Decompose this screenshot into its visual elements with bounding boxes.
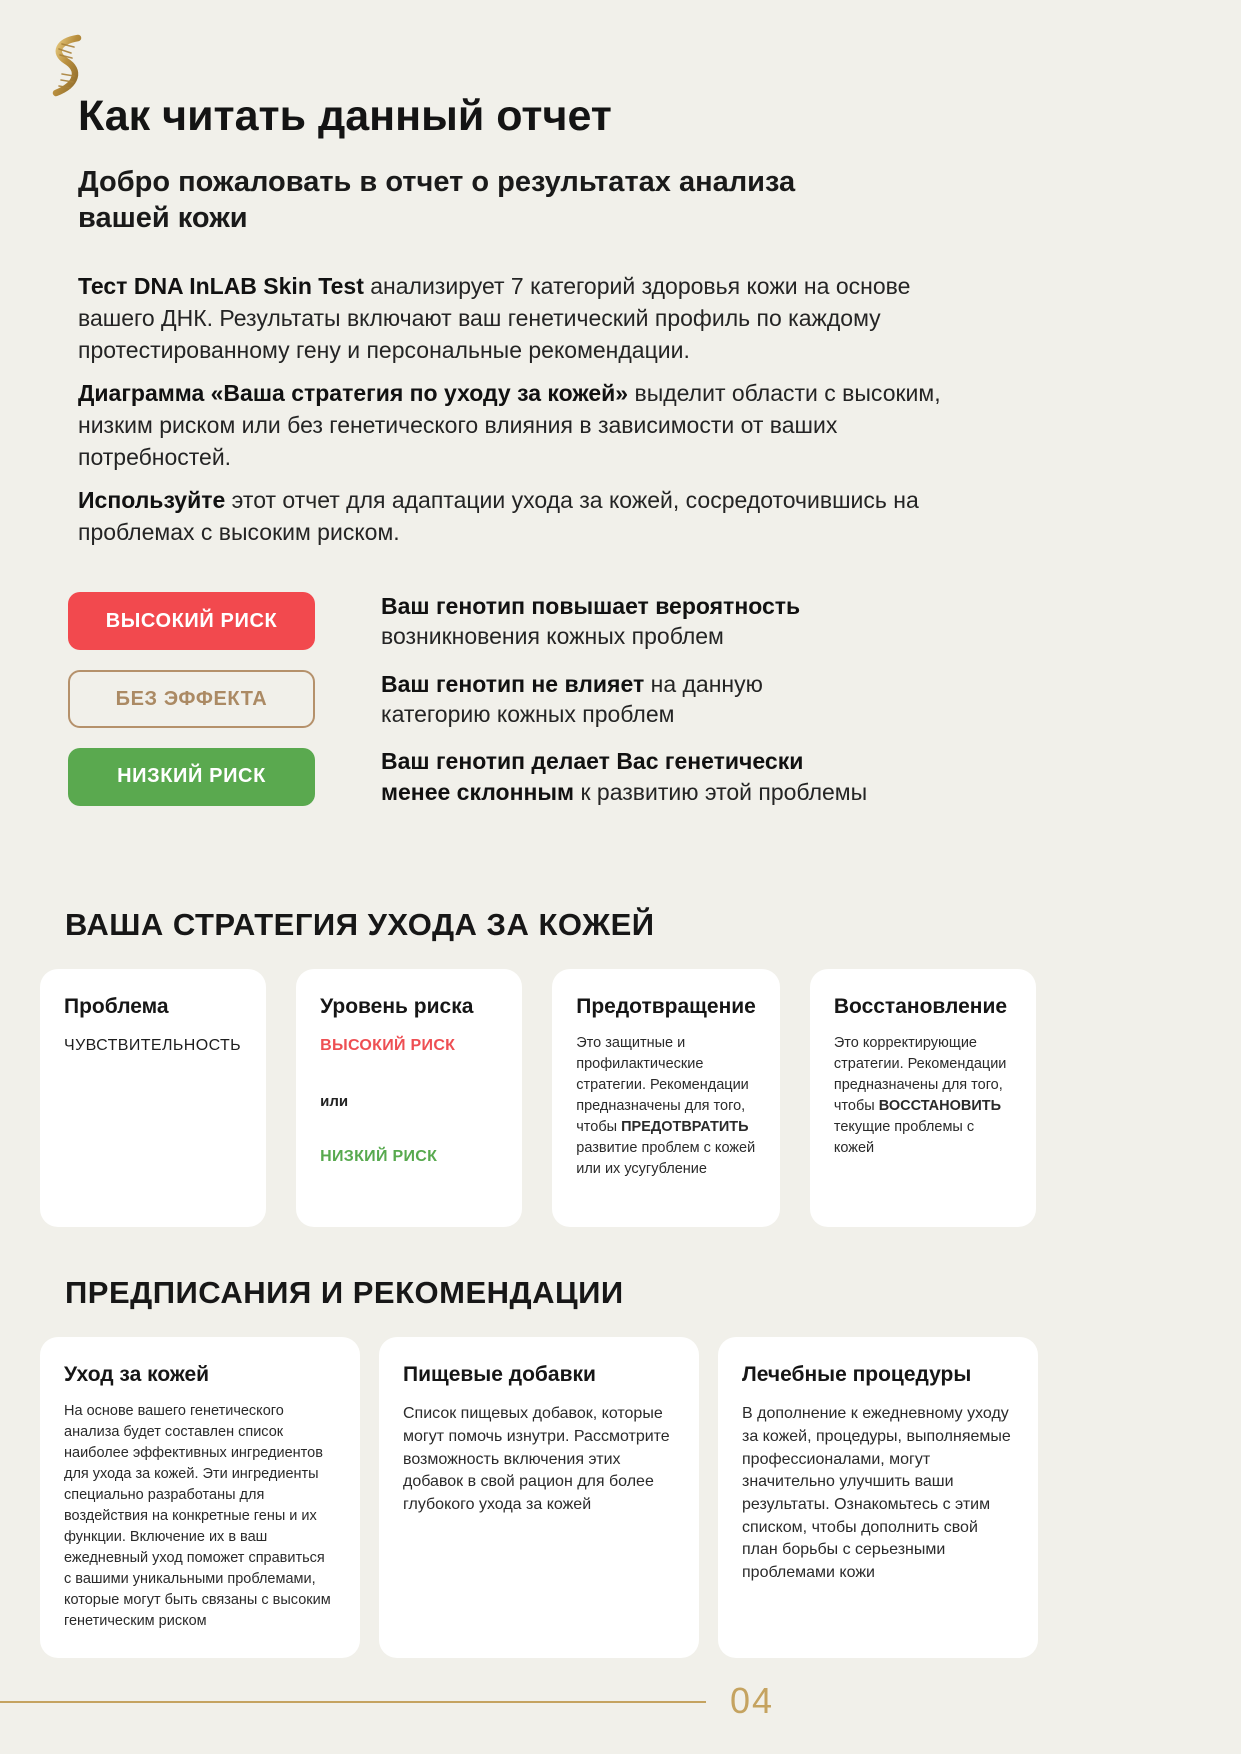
high-risk-description-bold: Ваш генотип повышает вероятность: [381, 592, 801, 619]
strategy-card-risk-level-title: Уровень риска: [320, 995, 474, 1019]
legend-row-no-effect: [68, 669, 1068, 730]
no-effect-description-bold: Ваш генотип не влияет: [381, 670, 645, 697]
prescription-card-supplements-title: Пищевые добавки: [403, 1363, 596, 1387]
intro-paragraph-test-bold: Тест DNA InLAB Skin Test: [78, 273, 364, 300]
prescriptions-cards: [40, 1337, 1038, 1658]
strategy-heading: ВАША СТРАТЕГИЯ УХОДА ЗА КОЖЕЙ: [65, 907, 655, 943]
page-number: 04: [730, 1680, 775, 1721]
strategy-card-problem-title: Проблема: [64, 995, 169, 1019]
footer-divider: [0, 1701, 706, 1703]
prevention-body-bold: ПРЕДОТВРАТИТЬ: [621, 1119, 749, 1136]
low-risk-description-bold: Ваш генотип делает Вас генетически менее склонным: [381, 748, 804, 805]
risk-level-or-label: или: [320, 1093, 349, 1111]
page-subtitle: Добро пожаловать в отчет о результатах анализа вашей кожи: [78, 166, 796, 235]
intro-paragraph-diagram-bold: Диаграмма «Ваша стратегия по уходу за кожей»: [78, 380, 629, 407]
legend-row-low-risk: [68, 746, 1068, 807]
prescription-card-skincare: [40, 1337, 360, 1658]
strategy-cards: [40, 969, 1036, 1227]
prescription-card-treatments-body: В дополнение к ежедневному уходу за кожей, процедуры, выполняемые профессионалами, могут значительно улучшить ваши результаты. Ознакомьтесь с этим списком, чтобы дополнить свой план борьбы с серьезными проблемами кожи: [742, 1405, 1011, 1582]
high-risk-description-rest: возникновения кожных проблем: [381, 623, 724, 650]
strategy-card-prevention: [552, 969, 780, 1227]
low-risk-description-rest: к развитию этой проблемы: [574, 778, 868, 805]
strategy-card-problem-value: ЧУВСТВИТЕЛЬНОСТЬ: [64, 1037, 242, 1055]
prescription-card-skincare-title: Уход за кожей: [64, 1363, 210, 1387]
intro-paragraph-use-rest: этот отчет для адаптации ухода за кожей, сосредоточившись на проблемах с высоким риском.: [78, 487, 919, 546]
no-effect-description: [381, 669, 871, 730]
high-risk-badge: ВЫСОКИЙ РИСК: [68, 592, 315, 650]
low-risk-badge: НИЗКИЙ РИСК: [68, 748, 315, 806]
prevention-body-post: развитие проблем с кожей или их усугубление: [576, 1140, 756, 1178]
restoration-body-bold: ВОССТАНОВИТЬ: [878, 1098, 1002, 1115]
high-risk-description: [381, 591, 871, 652]
strategy-card-restoration-body: [834, 1033, 1012, 1159]
intro-paragraph-test: [78, 271, 988, 366]
intro-paragraph-use-bold: Используйте: [78, 487, 226, 514]
strategy-card-problem: [40, 969, 266, 1227]
low-risk-description: [381, 746, 871, 807]
intro-paragraph-use: [78, 485, 988, 548]
strategy-card-prevention-title: Предотвращение: [576, 995, 756, 1019]
strategy-card-risk-level: [296, 969, 522, 1227]
strategy-card-restoration: [810, 969, 1036, 1227]
prevention-body-pre: Это защитные и профилактические стратегии. Рекомендации предназначены для того, чтобы: [576, 1035, 749, 1136]
restoration-body-pre: Это корректирующие стратегии. Рекомендации предназначены для того, чтобы: [833, 1035, 1007, 1115]
prescription-card-supplements: [379, 1337, 699, 1658]
strategy-card-restoration-title: Восстановление: [833, 995, 1008, 1019]
risk-level-low-label: НИЗКИЙ РИСК: [320, 1148, 438, 1166]
legend-row-high-risk: [68, 591, 1068, 652]
intro-paragraph-diagram: [78, 378, 988, 473]
prescriptions-heading: ПРЕДПИСАНИЯ И РЕКОМЕНДАЦИИ: [65, 1275, 624, 1311]
intro-paragraph-diagram-rest: выделит области с высоким, низким риском или без генетического влияния в зависимости от ваших потребностей.: [78, 380, 941, 470]
risk-legend: [68, 591, 1068, 807]
prescription-card-skincare-body: На основе вашего генетического анализа будет составлен список наиболее эффективных ингредиентов для ухода за кожей. Эти ингредиенты специально разработаны для воздействия на конкретные гены и их функции. Включение их в ваш ежедневный уход поможет справиться с вашими уникальными проблемами, которые могут быть связаны с высоким генетическим риском: [64, 1403, 331, 1630]
dna-helix-icon: [44, 34, 90, 98]
intro-paragraph-test-rest: анализирует 7 категорий здоровья кожи на основе вашего ДНК. Результаты включают ваш генетический профиль по каждому протестированному гену и персональные рекомендации.: [78, 273, 911, 363]
prescription-card-supplements-body: Список пищевых добавок, которые могут помочь изнутри. Рассмотрите возможность включения этих добавок в свой рацион для более глубокого ухода за кожей: [403, 1405, 670, 1513]
prescription-card-treatments: [718, 1337, 1038, 1658]
prescription-card-treatments-title: Лечебные процедуры: [742, 1363, 972, 1387]
no-effect-description-rest: на данную категорию кожных проблем: [381, 670, 763, 727]
restoration-body-post: текущие проблемы с кожей: [833, 1119, 975, 1157]
strategy-card-prevention-body: [576, 1033, 756, 1180]
risk-level-high-label: ВЫСОКИЙ РИСК: [320, 1037, 456, 1055]
page-title: Как читать данный отчет: [78, 92, 612, 140]
no-effect-badge: БЕЗ ЭФФЕКТА: [68, 670, 315, 728]
